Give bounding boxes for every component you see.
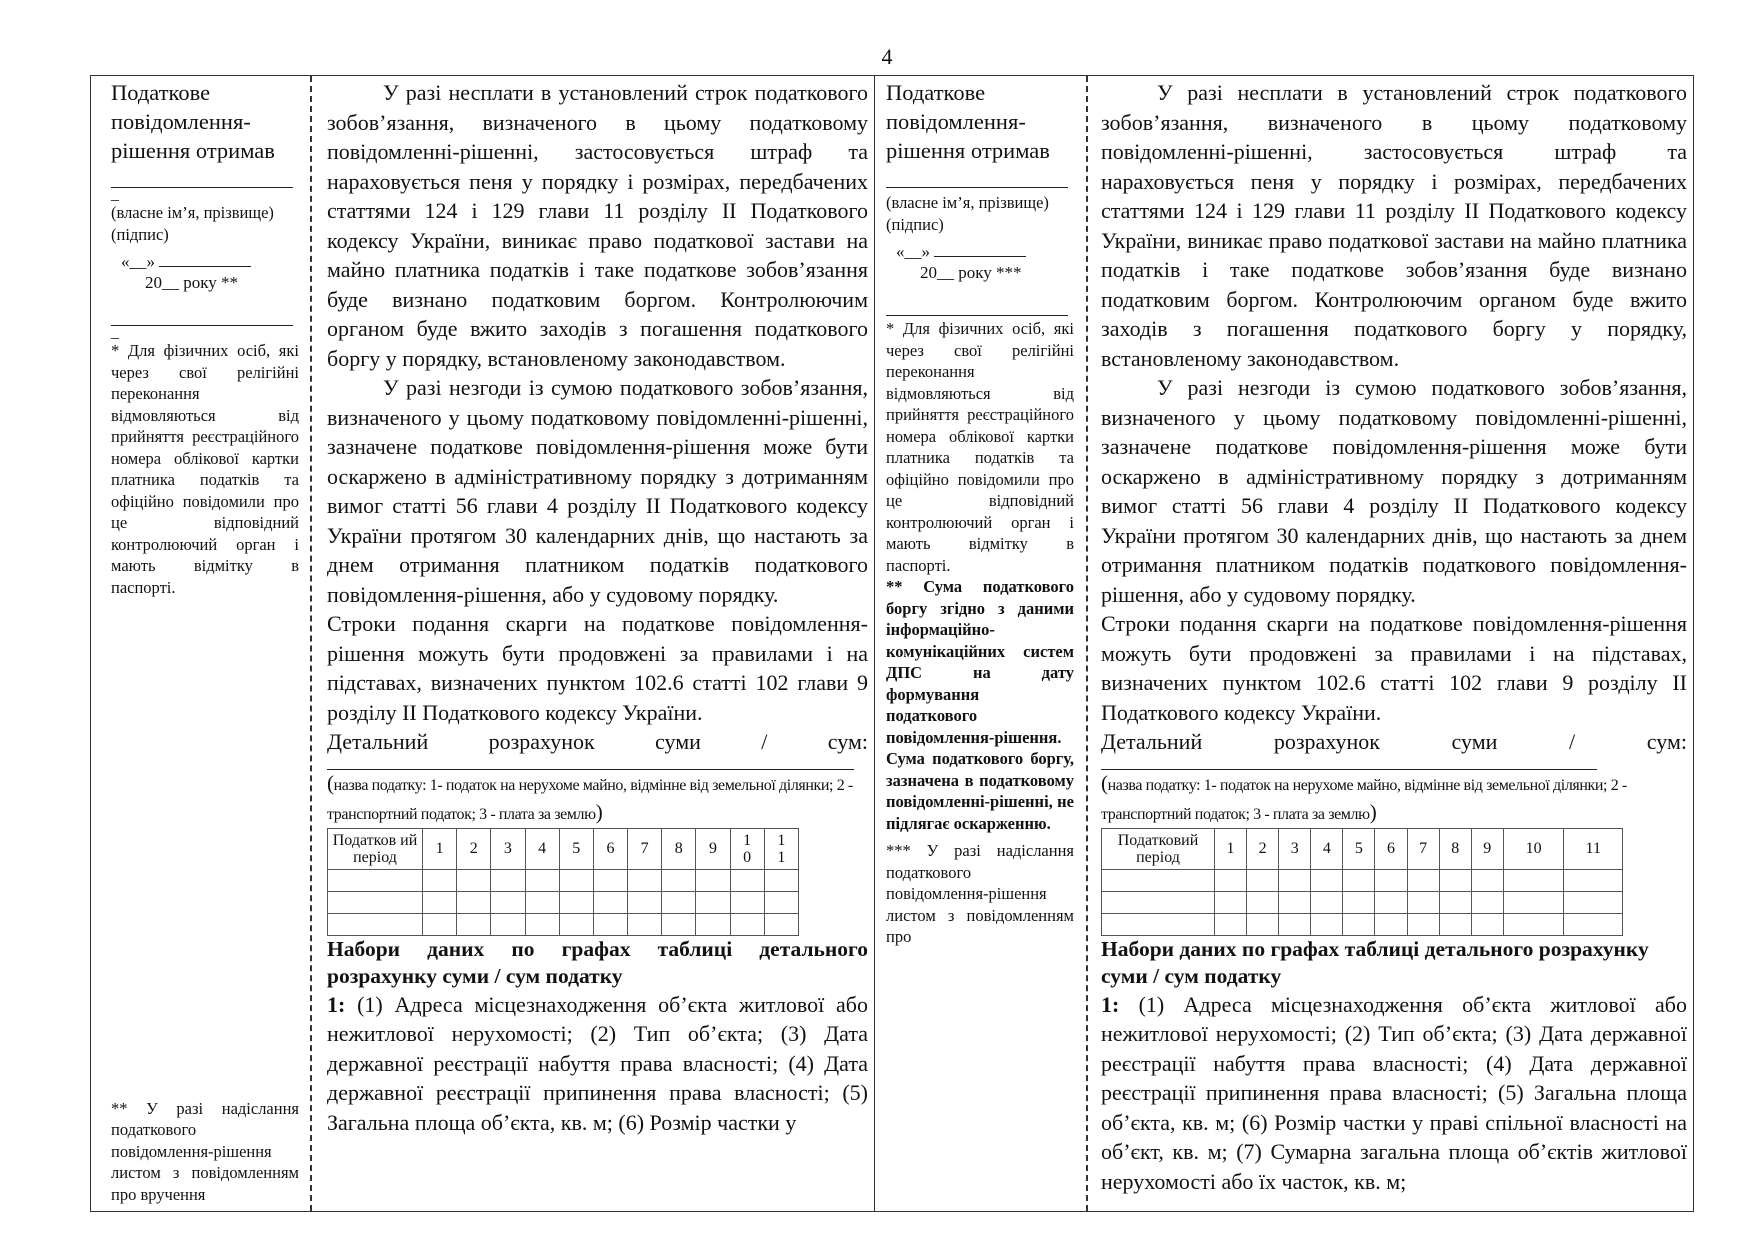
line-continuation-mark: _ [111, 186, 119, 203]
header-column-9: 9 [1471, 828, 1503, 869]
table-cell[interactable] [328, 913, 423, 935]
table-cell[interactable] [1564, 891, 1623, 913]
right-cut-line [1086, 76, 1088, 1211]
table-cell[interactable] [662, 913, 696, 935]
header-column-11: 1 1 [764, 828, 798, 869]
footnote-triple-star: *** У разі надіслання податкового повідомлення-рішення листом з повідомленням про [886, 841, 1074, 946]
table-cell[interactable] [1102, 869, 1215, 891]
header-column-11: 11 [1564, 828, 1623, 869]
data-set-item-1 [327, 990, 868, 1138]
header-column-9: 9 [696, 828, 730, 869]
detail-calculation-label: Детальний розрахунок суми / сум: [327, 729, 868, 754]
header-column-4: 4 [1311, 828, 1343, 869]
table-cell[interactable] [730, 913, 764, 935]
signature-line[interactable] [886, 293, 1068, 316]
table-cell[interactable] [1375, 913, 1407, 935]
table-cell[interactable] [1407, 891, 1439, 913]
table-cell[interactable] [1311, 913, 1343, 935]
header-tax-period: Податковий період [1102, 828, 1215, 869]
name-hint: (власне ім’я, прізвище) [111, 203, 274, 222]
header-column-6: 6 [1375, 828, 1407, 869]
table-cell[interactable] [1343, 869, 1375, 891]
table-cell[interactable] [1279, 891, 1311, 913]
table-cell[interactable] [491, 891, 525, 913]
signature-hint: (підпис) [886, 214, 944, 234]
tax-name-line[interactable] [327, 757, 854, 770]
table-header-row [328, 828, 799, 869]
header-tax-period: Податков ий період [328, 828, 423, 869]
table-cell[interactable] [423, 891, 457, 913]
table-cell[interactable] [1311, 891, 1343, 913]
table-cell[interactable] [1311, 869, 1343, 891]
signature-hint: (підпис) [111, 224, 169, 244]
tax-notice-page-frame [90, 75, 1694, 1212]
table-row [328, 869, 799, 891]
table-cell[interactable] [730, 869, 764, 891]
month-blank[interactable] [159, 251, 251, 267]
table-cell[interactable] [1471, 913, 1503, 935]
table-cell[interactable] [730, 891, 764, 913]
table-cell[interactable] [696, 869, 730, 891]
table-cell[interactable] [1215, 891, 1247, 913]
signature-line[interactable] [111, 303, 293, 326]
right-receipt-stub [878, 76, 1084, 1211]
footnote-double-star: ** Сума податкового боргу згідно з даними інформаційно-комунікаційних систем ДПС на дату формування податкового повідомлення-рішення. Сума податкового боргу, зазначена в податковому повідомленні-рішенні, не підлягає оскарженню. [886, 577, 1074, 833]
table-cell[interactable] [1215, 869, 1247, 891]
day-placeholder: «__» [896, 242, 930, 261]
header-column-8: 8 [1439, 828, 1471, 869]
data-set-item-1 [1101, 990, 1687, 1197]
table-cell[interactable] [628, 891, 662, 913]
table-cell[interactable] [764, 913, 798, 935]
left-receipt-stub [91, 76, 309, 1211]
header-column-3: 3 [491, 828, 525, 869]
appeal-term-paragraph: Строки подання скарги на податкове повідомлення-рішення можуть бути продовжені за правилами і на підставах, визначених пунктом 102.6 статті 102 глави 9 розділу II Податкового кодексу України. [1101, 611, 1687, 725]
table-cell[interactable] [1407, 913, 1439, 935]
table-cell[interactable] [662, 869, 696, 891]
table-cell[interactable] [525, 913, 559, 935]
header-column-8: 8 [662, 828, 696, 869]
detail-calculation-label: Детальний розрахунок суми / сум: [1101, 729, 1687, 754]
header-column-5: 5 [559, 828, 593, 869]
table-cell[interactable] [525, 869, 559, 891]
table-cell[interactable] [1503, 869, 1564, 891]
table-cell[interactable] [696, 891, 730, 913]
table-cell[interactable] [1343, 913, 1375, 935]
left-cut-line [310, 76, 312, 1211]
header-column-2: 2 [457, 828, 491, 869]
day-placeholder: «__» [121, 252, 155, 271]
table-cell[interactable] [457, 869, 491, 891]
table-row [328, 891, 799, 913]
table-cell[interactable] [1564, 913, 1623, 935]
header-column-5: 5 [1343, 828, 1375, 869]
receipt-date-line[interactable] [111, 251, 299, 272]
footnote-double-star: ** У разі надіслання податкового повідомлення-рішення листом з повідомленням про вручення [111, 1098, 299, 1204]
stub-title: Податкове повідомлення-рішення отримав [886, 80, 1050, 163]
item-label: 1: [1101, 991, 1120, 1017]
header-column-1: 1 [1215, 828, 1247, 869]
table-cell[interactable] [491, 869, 525, 891]
year-line: 20__ року ** [145, 273, 239, 292]
table-cell[interactable] [328, 891, 423, 913]
table-cell[interactable] [764, 891, 798, 913]
table-cell[interactable] [1503, 891, 1564, 913]
table-cell[interactable] [525, 891, 559, 913]
receipt-date-line[interactable] [886, 241, 1074, 262]
table-cell[interactable] [662, 891, 696, 913]
detail-calculation-table [327, 828, 799, 936]
line-continuation-mark: _ [111, 324, 119, 341]
table-cell[interactable] [628, 913, 662, 935]
item-text: (1) Адреса місцезнаходження об’єкта житлової або нежитлової нерухомості; (2) Тип об’єкта; (3) Дата державної реєстрації набуття права власності; (4) Дата державної реєстрації припинення права власності; (5) Загальна площа об’єкта, кв. м; (6) Розмір частки у праві спільної власності на об’єкт, кв. м; (7) Сумарна загальна площа об’єктів житлової нерухомості або їх часток, кв. м; [1101, 991, 1687, 1194]
table-cell[interactable] [1503, 913, 1564, 935]
table-cell[interactable] [1247, 891, 1279, 913]
table-cell[interactable] [559, 869, 593, 891]
table-row [1102, 869, 1623, 891]
table-cell[interactable] [1215, 913, 1247, 935]
table-cell[interactable] [628, 869, 662, 891]
stub-title: Податкове повідомлення-рішення отримав [111, 80, 275, 163]
header-column-7: 7 [628, 828, 662, 869]
table-cell[interactable] [457, 913, 491, 935]
tax-name-note: (назва податку: 1- податок на нерухоме майно, відмінне від земельної ділянки; 2 - транспортний податок; 3 - плата за землю) [1101, 770, 1627, 824]
table-header-row [1102, 828, 1623, 869]
tax-name-note-text: назва податку: 1- податок на нерухоме майно, відмінне від земельної ділянки; 2 - транспортний податок; 3 - плата за землю [327, 776, 853, 823]
header-column-2: 2 [1247, 828, 1279, 869]
copy-divider [874, 76, 875, 1211]
data-sets-section-title: Набори даних по графах таблиці детального розрахунку суми / сум податку [1101, 936, 1649, 988]
table-cell[interactable] [1102, 913, 1215, 935]
footnote-star: * Для фізичних осіб, які через свої релігійні переконання відмовляються від прийняття реєстраційного номера облікової картки платника податків та офіційно повідомили про це відповідний контролюючий орган і мають відмітку в паспорті. [886, 319, 1074, 575]
appeal-paragraph: У разі незгоди із сумою податкового зобов’язання, визначеного у цьому податковому повідомленні-рішенні, зазначене податкове повідомлення-рішення може бути оскаржено в адміністративному порядку з дотриманням вимог статті 56 глави 4 розділу II Податкового кодексу України протягом 30 календарних днів, що настають за днем отримання платником податків податкового повідомлення-рішення, або у судовому порядку. [1101, 375, 1687, 607]
item-text: (1) Адреса місцезнаходження об’єкта житлової або нежитлової нерухомості; (2) Тип об’єкта; (3) Дата державної реєстрації набуття права власності; (4) Дата державної реєстрації припинення права власності; (5) Загальна площа об’єкта, кв. м; (6) Розмір частки у [327, 991, 868, 1135]
item-label: 1: [327, 991, 346, 1017]
table-cell[interactable] [1102, 891, 1215, 913]
page-number: 4 [881, 44, 893, 69]
table-cell[interactable] [1471, 891, 1503, 913]
table-row [328, 913, 799, 935]
detail-calculation-table [1101, 828, 1623, 936]
header-column-7: 7 [1407, 828, 1439, 869]
table-cell[interactable] [423, 869, 457, 891]
table-cell[interactable] [423, 913, 457, 935]
nonpayment-paragraph: У разі несплати в установлений строк податкового зобов’язання, визначеного в цьому податковому повідомленні-рішенні, застосовується штраф та нараховується пеня у порядку і розмірах, передбачених статтями 124 і 129 глави 11 розділу II Податкового кодексу України, виникає право податкової застави на майно платника податків і таке податкове зобов’язання буде визнано податковим боргом. Контролюючим органом буде вжито заходів з погашення податкового боргу у порядку, встановленому законодавством. [327, 80, 868, 371]
table-cell[interactable] [1279, 913, 1311, 935]
recipient-name-line[interactable] [886, 165, 1068, 188]
table-cell[interactable] [1375, 869, 1407, 891]
year-line: 20__ року *** [920, 263, 1022, 282]
month-blank[interactable] [934, 241, 1026, 257]
table-cell[interactable] [1471, 869, 1503, 891]
table-row [1102, 891, 1623, 913]
header-column-10: 1 0 [730, 828, 764, 869]
table-row [1102, 913, 1623, 935]
recipient-name-line[interactable] [111, 165, 293, 188]
nonpayment-paragraph: У разі несплати в установлений строк податкового зобов’язання, визначеного в цьому податковому повідомленні-рішенні, застосовується штраф та нараховується пеня у порядку і розмірах, передбачених статтями 124 і 129 глави 11 розділу II Податкового кодексу України, виникає право податкової застави на майно платника податків і таке податкове зобов’язання буде визнано податковим боргом. Контролюючим органом буде вжито заходів з погашення податкового боргу у порядку, встановленому законодавством. [1101, 80, 1687, 371]
table-cell[interactable] [764, 869, 798, 891]
table-cell[interactable] [1564, 869, 1623, 891]
header-column-6: 6 [593, 828, 627, 869]
name-hint: (власне ім’я, прізвище) [886, 193, 1049, 212]
tax-name-line[interactable] [1101, 757, 1597, 770]
header-column-1: 1 [423, 828, 457, 869]
data-sets-section-title: Набори даних по графах таблиці детального розрахунку суми / сум податку [327, 936, 868, 988]
tax-name-note-text: назва податку: 1- податок на нерухоме майно, відмінне від земельної ділянки; 2 - транспортний податок; 3 - плата за землю [1101, 776, 1627, 823]
table-cell[interactable] [328, 869, 423, 891]
table-cell[interactable] [559, 913, 593, 935]
table-cell[interactable] [1375, 891, 1407, 913]
table-cell[interactable] [491, 913, 525, 935]
table-cell[interactable] [1439, 913, 1471, 935]
right-notice-body [1091, 76, 1693, 1211]
appeal-paragraph: У разі незгоди із сумою податкового зобов’язання, визначеного у цьому податковому повідомленні-рішенні, зазначене податкове повідомлення-рішення може бути оскаржено в адміністративному порядку з дотриманням вимог статті 56 глави 4 розділу II Податкового кодексу України протягом 30 календарних днів, що настають за днем отримання платником податків податкового повідомлення-рішення, або у судовому порядку. [327, 375, 868, 607]
table-cell[interactable] [1439, 869, 1471, 891]
table-cell[interactable] [1279, 869, 1311, 891]
table-cell[interactable] [593, 869, 627, 891]
table-cell[interactable] [1343, 891, 1375, 913]
table-cell[interactable] [1439, 891, 1471, 913]
table-cell[interactable] [1247, 913, 1279, 935]
header-column-4: 4 [525, 828, 559, 869]
table-cell[interactable] [593, 891, 627, 913]
table-cell[interactable] [1407, 869, 1439, 891]
table-cell[interactable] [457, 891, 491, 913]
header-column-10: 10 [1503, 828, 1564, 869]
table-cell[interactable] [696, 913, 730, 935]
appeal-term-paragraph: Строки подання скарги на податкове повідомлення-рішення можуть бути продовжені за правилами і на підставах, визначених пунктом 102.6 статті 102 глави 9 розділу II Податкового кодексу України. [327, 611, 868, 725]
table-cell[interactable] [1247, 869, 1279, 891]
left-notice-body [315, 76, 874, 1211]
table-cell[interactable] [559, 891, 593, 913]
footnote-star: * Для фізичних осіб, які через свої релігійні переконання відмовляються від прийняття реєстраційного номера облікової картки платника податків та офіційно повідомили про це відповідний контролюючий орган і мають відмітку в паспорті. [111, 341, 299, 597]
table-cell[interactable] [593, 913, 627, 935]
tax-name-note: (назва податку: 1- податок на нерухоме майно, відмінне від земельної ділянки; 2 - транспортний податок; 3 - плата за землю) [327, 770, 853, 824]
header-column-3: 3 [1279, 828, 1311, 869]
